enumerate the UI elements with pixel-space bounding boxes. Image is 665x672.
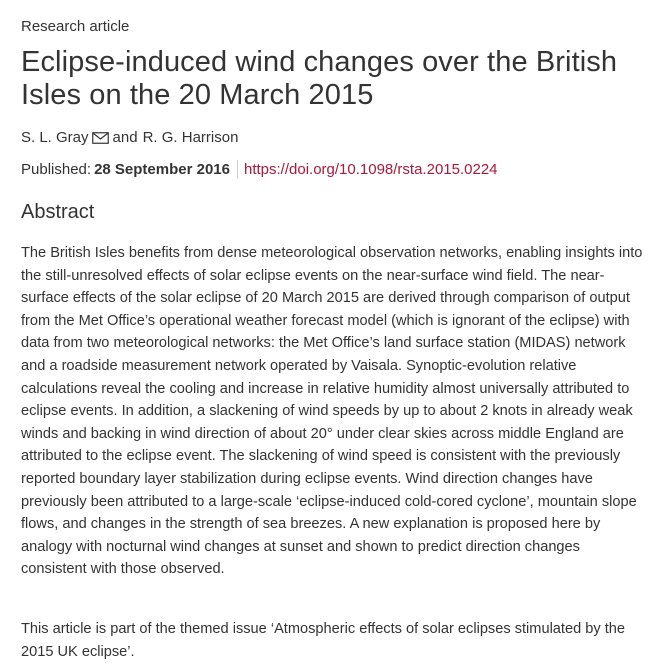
article-type-label: Research article — [21, 18, 130, 35]
publication-info — [21, 160, 498, 179]
author-connector: and — [112, 129, 138, 146]
divider — [237, 160, 238, 179]
published-label: Published: — [21, 161, 92, 178]
article-title: Eclipse-induced wind changes over the British Isles on the 20 March 2015 — [21, 46, 618, 111]
mail-icon[interactable] — [92, 132, 109, 144]
themed-issue-note: This article is part of the themed issue ‘Atmospheric effects of solar eclipses stimulated by the 2015 UK eclipse’. — [21, 621, 626, 660]
author-link-harrison[interactable]: R. G. Harrison — [142, 129, 239, 146]
published-date: 28 September 2016 — [94, 161, 230, 178]
abstract-heading: Abstract — [21, 201, 95, 223]
author-list — [21, 129, 238, 146]
author-link-gray[interactable]: S. L. Gray — [21, 129, 89, 146]
abstract-body: The British Isles benefits from dense meteorological observation networks, enabling insights into the still-unresolved effects of solar eclipse events on the near-surface wind field. The near-surface effects of the solar eclipse of 20 March 2015 are derived through comparison of output from the Met Office’s operational weather forecast model (which is ignorant of the eclipse) with data from two meteorological networks: the Met Office’s land surface station (MIDAS) network and a roadside measurement network operated by Vaisala. Synoptic-evolution relative calculations reveal the cooling and increase in relative humidity almost universally attributed to eclipse events. In addition, a slackening of wind speeds by up to about 2 knots in already weak winds and backing in wind direction of about 20° under clear skies across middle England are attributed to the eclipse event. The slackening of wind speed is consistent with the previously reported boundary layer stabilization during eclipse events. Wind direction changes have previously been attributed to a large-scale ‘eclipse-induced cold-cored cyclone’, mountain slope flows, and changes in the strength of sea breezes. A new explanation is proposed here by analogy with nocturnal wind changes at sunset and shown to predict direction changes consistent with those observed. — [21, 245, 643, 578]
doi-link[interactable]: https://doi.org/10.1098/rsta.2015.0224 — [243, 161, 498, 178]
